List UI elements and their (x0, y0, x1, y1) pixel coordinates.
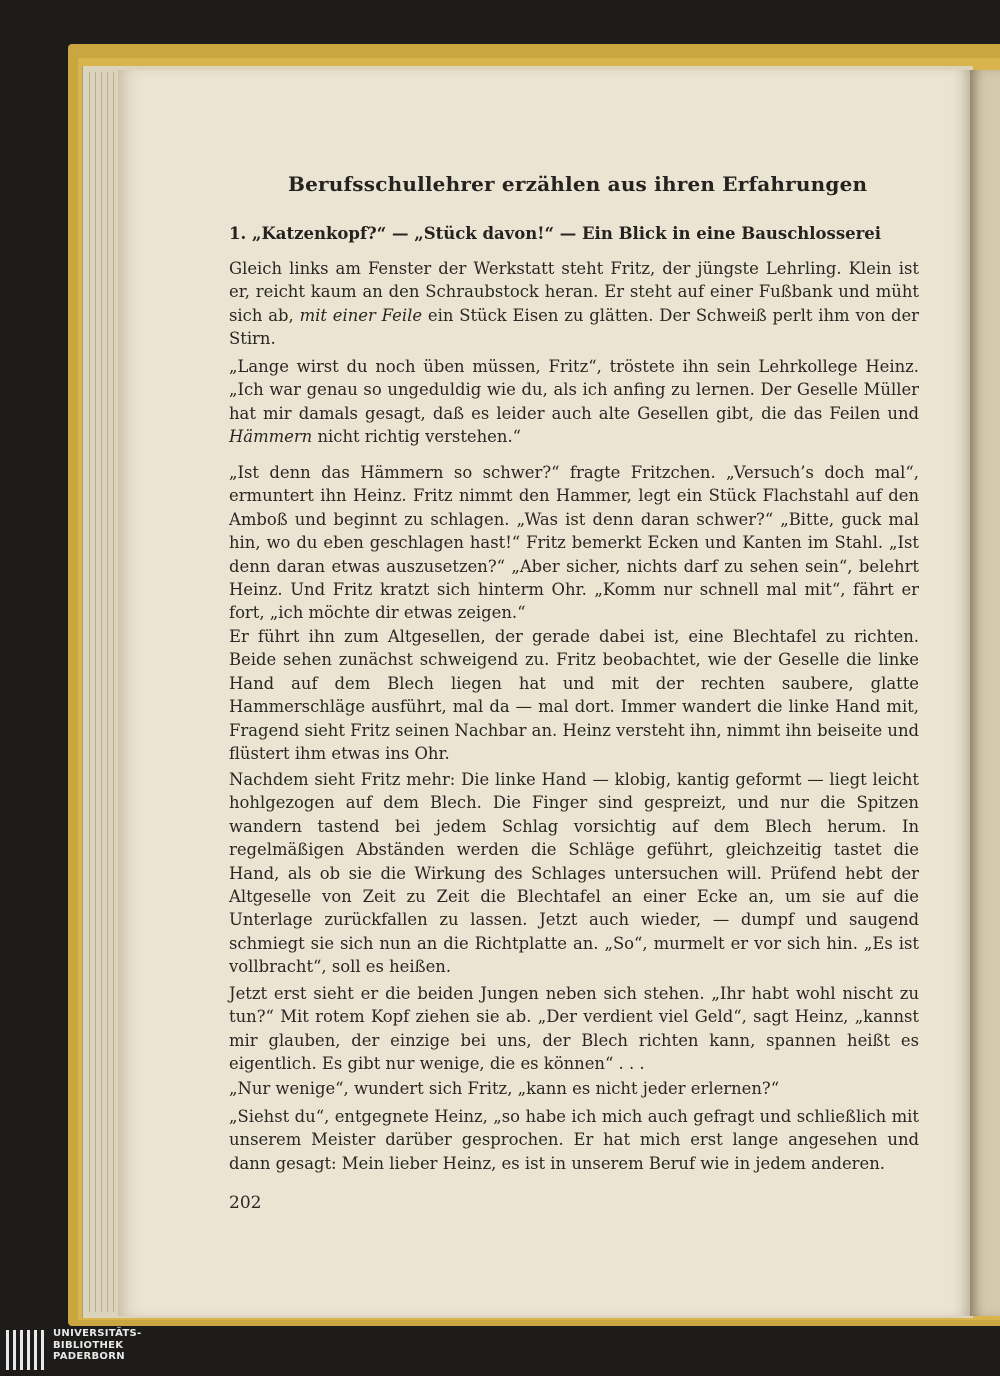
paragraph-4: Er führt ihn zum Altgesellen, der gerade dabei ist, eine Blechtafel zu richten. Beide sehen zunächst schweigend zu. Fritz beobachtet, wie der Geselle die linke Hand auf dem Blech liegen hat und mit der rechten saubere, glatte Hammerschläge ausführt, mal da — mal dort. Immer wandert die linke Hand mit, Fragend sieht Fritz seinen Nachbar an. Heinz versteht ihn, nimmt ihn beiseite und flüstert ihm etwas ins Ohr. (229, 627, 919, 764)
section-heading: 1. „Katzenkopf?“ — „Stück davon!“ — Ein Blick in eine Bauschlosserei (229, 224, 882, 243)
facing-page-edge (970, 70, 1000, 1316)
paragraph-8: „Siehst du“, entgegnete Heinz, „so habe ich mich auch gefragt und schließlich mit unserem Meister darüber gesprochen. Er hat mich erst lange angesehen und dann gesagt: Mein lieber Heinz, es ist in unserem Beruf wie in jedem anderen. (229, 1107, 919, 1173)
logo-line: PADERBORN (53, 1351, 125, 1362)
chapter-title: Berufsschullehrer erzählen aus ihren Erfahrungen (288, 172, 868, 196)
library-logo-icon (6, 1330, 46, 1370)
footer-bar (0, 1326, 1000, 1376)
library-logo-text (53, 1328, 142, 1363)
paragraph-6: Jetzt erst sieht er die beiden Jungen neben sich stehen. „Ihr habt wohl nischt zu tun?“ Mit rotem Kopf ziehen sie ab. „Der verdient viel Geld“, sagt Heinz, „kannst mir glauben, der einzige bei uns, der Blech richten kann, spannen heißt es eigentlich. Es gibt nur wenige, die es können“ . . . (229, 984, 919, 1074)
paragraph-5: Nachdem sieht Fritz mehr: Die linke Hand — klobig, kantig geformt — liegt leicht hohlgezogen auf dem Blech. Die Finger sind gespreizt, und nur die Spitzen wandern tastend bei jedem Schlag vorsichtig auf dem Blech herum. In regelmäßigen Abständen werden die Schläge geführt, gleichzeitig tastet die Hand, als ob sie die Wirkung des Schlages untersuchen will. Prüfend hebt der Altgeselle von Zeit zu Zeit die Blechtafel an einer Ecke an, um sie auf die Unterlage zurückfallen zu lassen. Jetzt auch wieder, — dumpf und saugend schmiegt sie sich nun an die Richtplatte an. „So“, murmelt er vor sich hin. „Es ist vollbracht“, soll es heißen. (229, 770, 919, 977)
page-number: 202 (229, 1193, 262, 1213)
logo-line: UNIVERSITÄTS- (53, 1328, 142, 1339)
paragraph-1: Gleich links am Fenster der Werkstatt steht Fritz, der jüngste Lehrling. Klein ist er, reicht kaum an den Schraubstock heran. Er steht auf einer Fußbank und müht sich ab, mit einer Feile ein Stück Eisen zu glätten. Der Schweiß perlt ihm von der Stirn. (229, 259, 919, 349)
logo-line: BIBLIOTHEK (53, 1339, 124, 1351)
paragraph-7: „Nur wenige“, wundert sich Fritz, „kann es nicht jeder erlernen?“ (229, 1079, 780, 1098)
paragraph-3: „Ist denn das Hämmern so schwer?“ fragte Fritzchen. „Versuch’s doch mal“, ermuntert ihn Heinz. Fritz nimmt den Hammer, legt ein Stück Flachstahl auf den Amboß und beginnt zu schlagen. „Was ist denn daran schwer?“ „Bitte, guck mal hin, wo du eben geschlagen hast!“ Fritz bemerkt Ecken und Kanten im Stahl. „Ist denn daran etwas auszusetzen?“ „Aber sicher, nichts darf zu sehen sein“, belehrt Heinz. Und Fritz kratzt sich hinterm Ohr. „Komm nur schnell mal mit“, fährt er fort, „ich möchte dir etwas zeigen.“ (229, 463, 919, 623)
paragraph-2: „Lange wirst du noch üben müssen, Fritz“, tröstete ihn sein Lehrkollege Heinz. „Ich war genau so ungeduldig wie du, als ich anfing zu lernen. Der Geselle Müller hat mir damals gesagt, daß es leider auch alte Gesellen gibt, die das Feilen und Hämmern nicht richtig verstehen.“ (229, 357, 919, 447)
